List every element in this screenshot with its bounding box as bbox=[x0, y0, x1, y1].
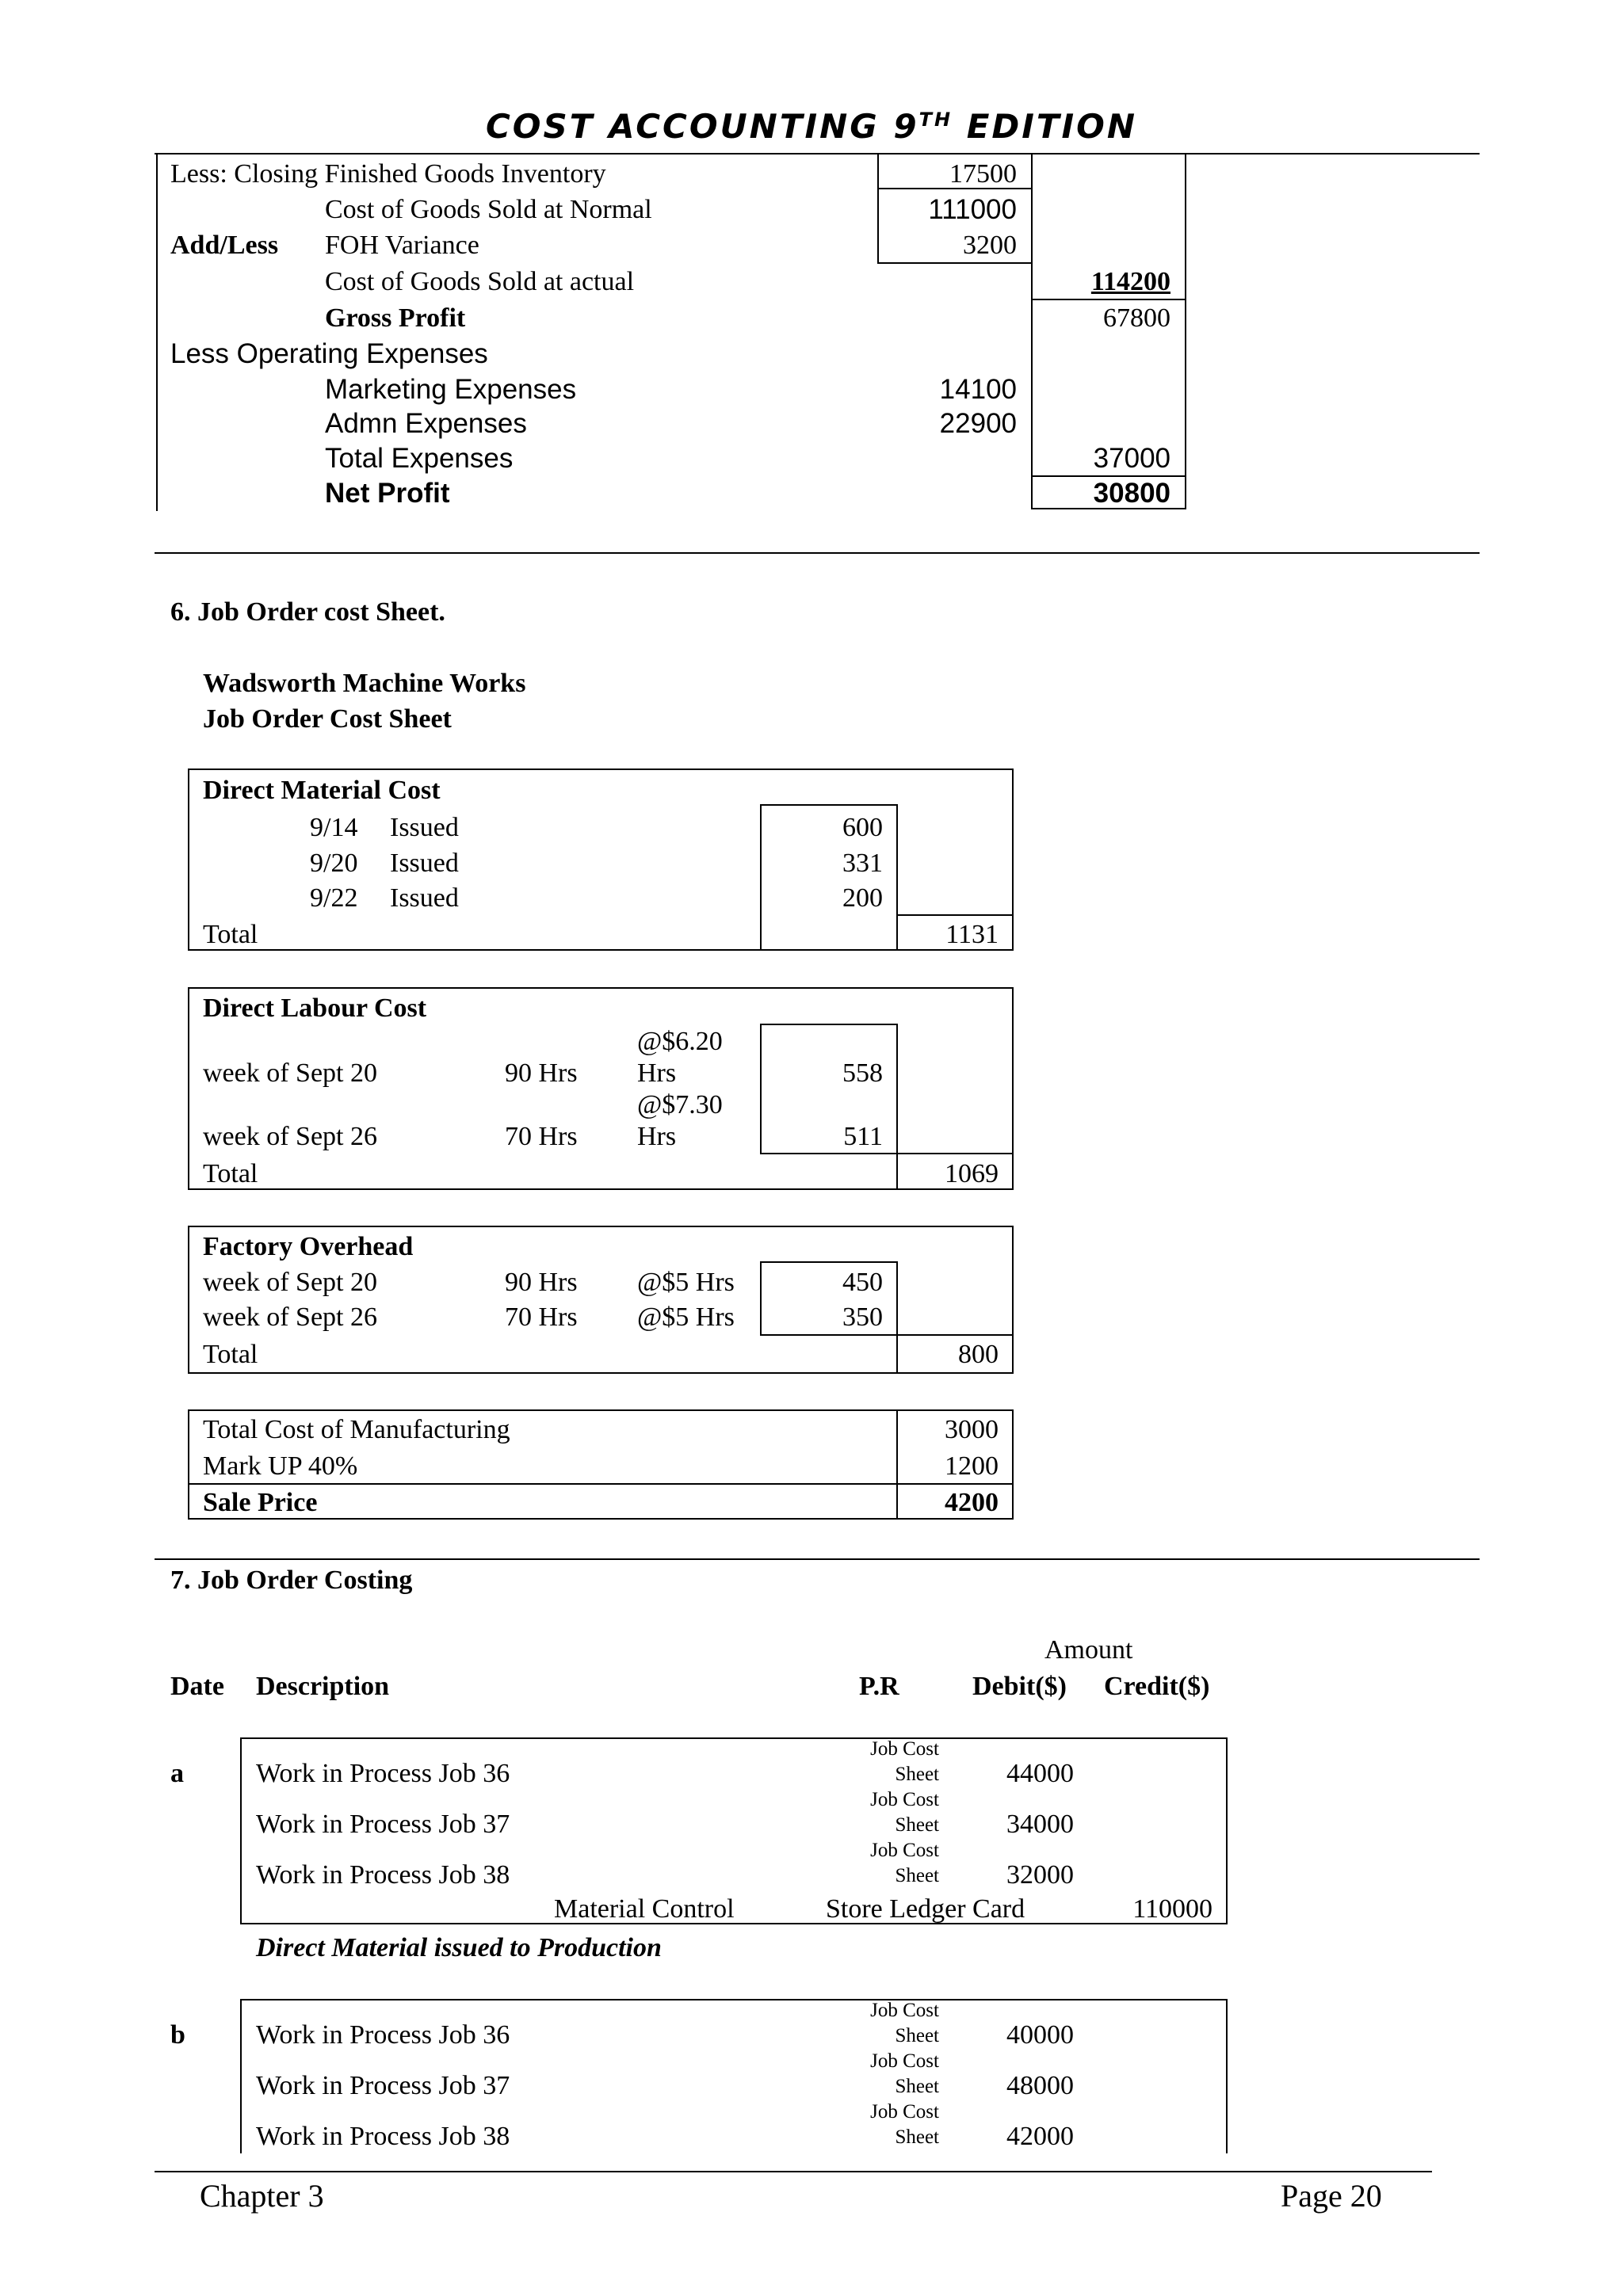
add-less-label: Add/Less bbox=[170, 231, 279, 260]
entry-debit: 34000 bbox=[1006, 1810, 1074, 1839]
pr-line2: Sheet bbox=[895, 1764, 939, 1785]
pr-line2: Sheet bbox=[895, 1865, 939, 1886]
entry-debit: 40000 bbox=[1006, 2020, 1074, 2050]
total-exp-value: 37000 bbox=[1093, 443, 1170, 474]
section6-heading: 6. Job Order cost Sheet. bbox=[170, 597, 445, 627]
foh-total-value: 800 bbox=[958, 1340, 999, 1369]
marketing-label: Marketing Expenses bbox=[325, 374, 577, 405]
col-date: Date bbox=[170, 1672, 224, 1701]
tcm-value: 3000 bbox=[945, 1415, 999, 1444]
sale-price-value: 4200 bbox=[945, 1488, 999, 1517]
pr-line1: Job Cost bbox=[870, 2050, 939, 2072]
pr-line2: Sheet bbox=[895, 1814, 939, 1836]
net-profit-value: 30800 bbox=[1093, 478, 1170, 509]
markup-value: 1200 bbox=[945, 1451, 999, 1481]
dm-row-amount: 331 bbox=[842, 849, 883, 878]
dm-row-desc: Issued bbox=[390, 883, 459, 913]
cogs-actual-value: 114200 bbox=[1090, 267, 1170, 296]
dm-row-desc: Issued bbox=[390, 813, 459, 842]
dm-row-date: 9/22 bbox=[310, 883, 358, 913]
entry-desc: Work in Process Job 36 bbox=[256, 2020, 510, 2050]
dm-row-amount: 200 bbox=[842, 883, 883, 913]
admn-value: 22900 bbox=[939, 408, 1017, 439]
pr-line2: Sheet bbox=[895, 2076, 939, 2097]
cogs-actual-rule bbox=[1031, 299, 1186, 300]
foh-rate: @$5 Hrs bbox=[637, 1268, 735, 1297]
dm-total-value: 1131 bbox=[945, 920, 999, 949]
company-name: Wadsworth Machine Works bbox=[203, 669, 526, 698]
dl-amount: 558 bbox=[842, 1058, 883, 1088]
closing-inv-label: Less: Closing Finished Goods Inventory bbox=[170, 159, 606, 189]
entry-desc: Work in Process Job 36 bbox=[256, 1759, 510, 1788]
section-rule-1 bbox=[155, 552, 1480, 554]
total-exp-label: Total Expenses bbox=[325, 443, 514, 474]
dl-rate-line1: @$6.20 bbox=[637, 1027, 723, 1056]
pr-line2: Sheet bbox=[895, 2126, 939, 2148]
foh-hrs: 70 Hrs bbox=[505, 1302, 578, 1332]
pr-line2: Sheet bbox=[895, 2025, 939, 2046]
dl-rate-line1: @$7.30 bbox=[637, 1090, 723, 1119]
admn-label: Admn Expenses bbox=[325, 408, 527, 439]
section7-heading: 7. Job Order Costing bbox=[170, 1566, 413, 1595]
pr-line1: Job Cost bbox=[870, 2101, 939, 2122]
foh-variance-value: 3200 bbox=[963, 231, 1017, 260]
sale-price-label: Sale Price bbox=[203, 1488, 318, 1517]
footer-page: Page 20 bbox=[1281, 2178, 1382, 2214]
cogs-normal-value: 111000 bbox=[928, 194, 1017, 225]
gross-profit-value: 67800 bbox=[1103, 303, 1170, 333]
total-exp-rule bbox=[1031, 475, 1186, 477]
entry-debit: 48000 bbox=[1006, 2071, 1074, 2100]
entry-narration: Direct Material issued to Production bbox=[256, 1933, 662, 1962]
header-rule bbox=[155, 153, 1480, 154]
entry-desc: Work in Process Job 38 bbox=[256, 1860, 510, 1890]
markup-label: Mark UP 40% bbox=[203, 1451, 358, 1481]
dl-week: week of Sept 20 bbox=[203, 1058, 378, 1088]
credit-value: 110000 bbox=[1132, 1894, 1212, 1924]
dm-row-date: 9/20 bbox=[310, 849, 358, 878]
col-pr: P.R bbox=[859, 1672, 899, 1701]
dl-week: week of Sept 26 bbox=[203, 1122, 378, 1151]
col-description: Description bbox=[256, 1672, 390, 1701]
pr-line1: Job Cost bbox=[870, 2000, 939, 2021]
foh-total-label: Total bbox=[203, 1340, 258, 1369]
foh-amount: 450 bbox=[842, 1268, 883, 1297]
entry-desc: Work in Process Job 37 bbox=[256, 2071, 510, 2100]
credit-account: Material Control bbox=[554, 1894, 735, 1924]
foh-hrs: 90 Hrs bbox=[505, 1268, 578, 1297]
entry-debit: 32000 bbox=[1006, 1860, 1074, 1890]
dl-title: Direct Labour Cost bbox=[203, 994, 427, 1023]
entry-debit: 44000 bbox=[1006, 1759, 1074, 1788]
page-title: COST ACCOUNTING 9TH EDITION bbox=[485, 107, 1138, 146]
pr-line1: Job Cost bbox=[870, 1789, 939, 1810]
tcm-label: Total Cost of Manufacturing bbox=[203, 1415, 510, 1444]
foh-rate: @$5 Hrs bbox=[637, 1302, 735, 1332]
amount-header: Amount bbox=[1044, 1635, 1133, 1665]
credit-pr: Store Ledger Card bbox=[826, 1894, 1025, 1924]
col-debit: Debit($) bbox=[972, 1672, 1067, 1701]
marketing-value: 14100 bbox=[939, 374, 1017, 405]
dl-rate-line2: Hrs bbox=[637, 1122, 677, 1151]
entry-label: b bbox=[170, 2020, 185, 2050]
closing-inv-value: 17500 bbox=[949, 159, 1017, 189]
dl-hrs: 90 Hrs bbox=[505, 1058, 578, 1088]
dl-total-label: Total bbox=[203, 1159, 258, 1188]
dm-row-date: 9/14 bbox=[310, 813, 358, 842]
less-opex-label: Less Operating Expenses bbox=[170, 338, 488, 369]
entry-label: a bbox=[170, 1759, 184, 1788]
net-profit-label: Net Profit bbox=[325, 478, 450, 509]
footer-rule bbox=[155, 2171, 1432, 2172]
sheet-title: Job Order Cost Sheet bbox=[203, 704, 452, 734]
section-rule-2 bbox=[155, 1558, 1480, 1560]
dm-row-amount: 600 bbox=[842, 813, 883, 842]
dl-rate-line2: Hrs bbox=[637, 1058, 677, 1088]
foh-title: Factory Overhead bbox=[203, 1232, 414, 1261]
entry-desc: Work in Process Job 38 bbox=[256, 2122, 510, 2151]
entry-desc: Work in Process Job 37 bbox=[256, 1810, 510, 1839]
dl-hrs: 70 Hrs bbox=[505, 1122, 578, 1151]
dl-total-value: 1069 bbox=[945, 1159, 999, 1188]
income-left-border bbox=[156, 153, 158, 511]
dm-total-label: Total bbox=[203, 920, 258, 949]
foh-week: week of Sept 26 bbox=[203, 1302, 378, 1332]
foh-amount: 350 bbox=[842, 1302, 883, 1332]
cogs-normal-label: Cost of Goods Sold at Normal bbox=[325, 195, 652, 224]
gross-profit-label: Gross Profit bbox=[325, 303, 466, 333]
dm-title: Direct Material Cost bbox=[203, 776, 441, 805]
foh-week: week of Sept 20 bbox=[203, 1268, 378, 1297]
cogs-actual-label: Cost of Goods Sold at actual bbox=[325, 267, 635, 296]
footer-chapter: Chapter 3 bbox=[200, 2178, 324, 2214]
dl-amount: 511 bbox=[843, 1122, 883, 1151]
foh-variance-label: FOH Variance bbox=[325, 231, 479, 260]
dm-row-desc: Issued bbox=[390, 849, 459, 878]
entry-debit: 42000 bbox=[1006, 2122, 1074, 2151]
pr-line1: Job Cost bbox=[870, 1738, 939, 1760]
col-credit: Credit($) bbox=[1104, 1672, 1210, 1701]
pr-line1: Job Cost bbox=[870, 1840, 939, 1861]
